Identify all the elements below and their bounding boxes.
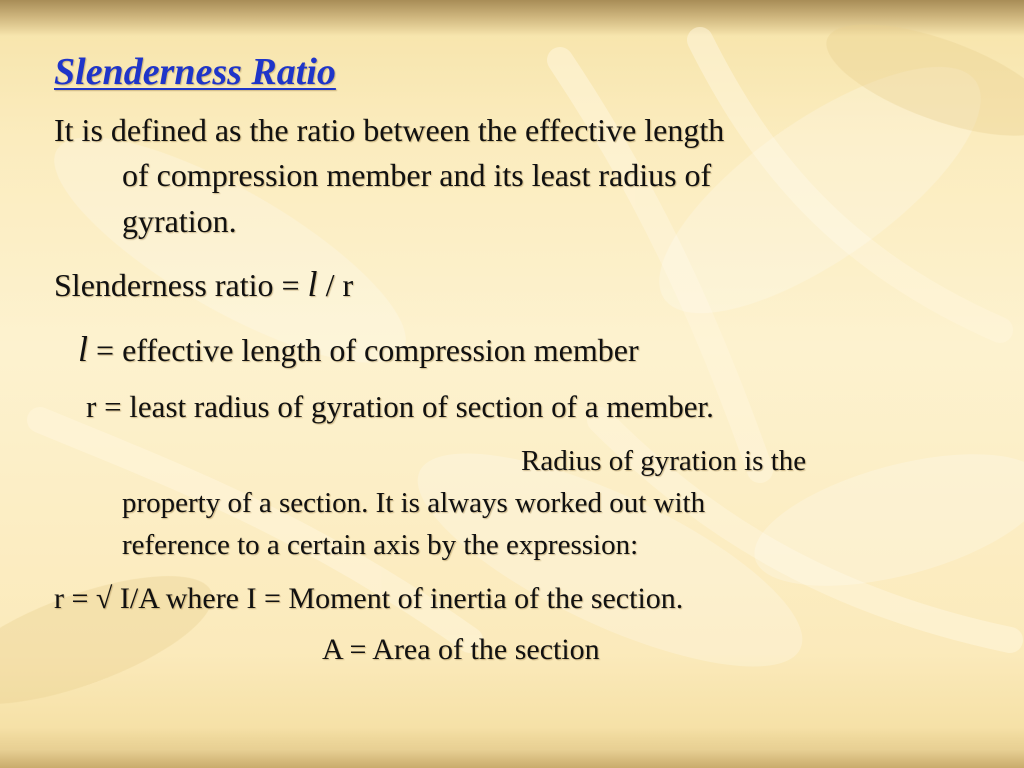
definition-line-3: gyration.	[122, 203, 237, 239]
formula-line	[54, 263, 353, 305]
formula-l-symbol: l	[307, 264, 318, 304]
l-definition: = effective length of compression member	[88, 332, 639, 368]
formula-label: Slenderness ratio =	[54, 267, 308, 303]
area-line: A = Area of the section	[322, 633, 600, 666]
gyration-line-1: Radius of gyration is the	[521, 445, 807, 477]
r-definition-line: r = least radius of gyration of section of a member.	[86, 389, 714, 424]
l-symbol: l	[78, 329, 89, 369]
l-definition-line	[78, 328, 639, 370]
formula-rest: / r	[317, 267, 354, 303]
slide-title: Slenderness Ratio	[54, 51, 336, 93]
expression-line: r = √ I/A where I = Moment of inertia of the section.	[54, 582, 684, 615]
gyration-line-2: property of a section. It is always worked out with	[122, 487, 706, 519]
bottom-gradient-band	[0, 728, 1024, 768]
definition-line-2: of compression member and its least radius of	[122, 157, 712, 193]
definition-line-1: It is defined as the ratio between the effective length	[54, 112, 725, 148]
gyration-line-3: reference to a certain axis by the expression:	[122, 529, 639, 561]
